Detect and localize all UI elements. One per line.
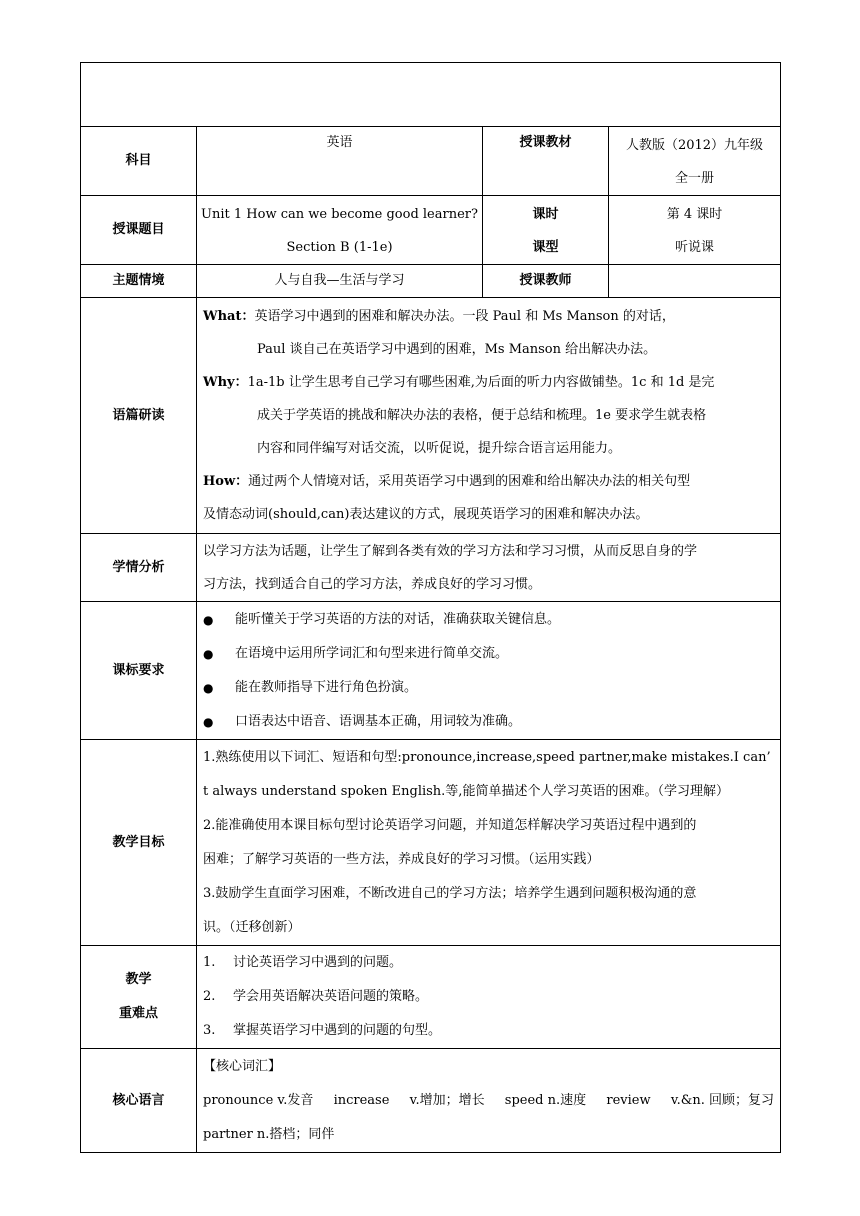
topic-row bbox=[81, 196, 781, 265]
vocab-pronounce: pronounce v.发音 bbox=[203, 1093, 314, 1108]
objectives-row bbox=[81, 740, 781, 946]
what-line-1 bbox=[203, 300, 774, 333]
period-type-labels bbox=[483, 196, 609, 265]
vocab-speed: speed n.速度 bbox=[504, 1093, 587, 1108]
standard-item-text: 能听懂关于学习英语的方法的对话，准确获取关键信息。 bbox=[235, 612, 561, 627]
standard-item bbox=[197, 705, 780, 739]
standard-item-text: 在语境中运用所学词汇和句型来进行简单交流。 bbox=[235, 646, 509, 661]
keypoints-content bbox=[197, 946, 781, 1049]
discourse-label: 语篇研读 bbox=[81, 298, 197, 534]
bullet-icon: ● bbox=[203, 681, 214, 695]
keypoint-item bbox=[197, 980, 780, 1014]
keypoint-text: 学会用英语解决英语问题的策略。 bbox=[233, 989, 429, 1004]
objective-line: 2.能准确使用本课目标句型讨论英语学习问题，并知道怎样解决学习英语过程中遇到的 bbox=[203, 818, 697, 833]
core-heading: 【核心词汇】 bbox=[203, 1059, 282, 1074]
how-text-1: 通过两个人情境对话，采用英语学习中遇到的困难和给出解决办法的相关句型 bbox=[248, 474, 691, 489]
theme-row bbox=[81, 265, 781, 298]
objective-line: 识。（迁移创新） bbox=[203, 920, 301, 935]
learner-content bbox=[197, 534, 781, 602]
textbook-value-line-2: 全一册 bbox=[674, 171, 714, 186]
vocab-line-1 bbox=[203, 1084, 774, 1118]
objective-line: 3.鼓励学生直面学习困难，不断改进自己的学习方法；培养学生遇到问题积极沟通的意 bbox=[203, 886, 697, 901]
topic-value bbox=[197, 196, 483, 265]
period-label: 课时 bbox=[532, 207, 559, 222]
standard-item-text: 能在教师指导下进行角色扮演。 bbox=[235, 680, 418, 695]
learner-row bbox=[81, 534, 781, 602]
teacher-label: 授课教师 bbox=[483, 265, 609, 298]
subject-value: 英语 bbox=[197, 127, 483, 196]
topic-value-line-2: Section B (1-1e) bbox=[286, 240, 393, 255]
what-line-2: Paul 谈自己在英语学习中遇到的困难，Ms Manson 给出解决办法。 bbox=[257, 342, 657, 357]
standards-row bbox=[81, 602, 781, 740]
what-key: What： bbox=[203, 309, 255, 324]
discourse-content bbox=[197, 298, 781, 534]
vocab-increase-meaning: v.增加；增长 bbox=[409, 1093, 485, 1108]
vocab-line-2: partner n.搭档；同伴 bbox=[203, 1127, 335, 1142]
period-value: 第 4 课时 bbox=[666, 207, 723, 222]
objective-line: t always understand spoken English.等,能简单描述个人学习英语的困难。（学习理解） bbox=[203, 784, 729, 799]
lesson-plan-table bbox=[80, 62, 781, 1153]
theme-value: 人与自我—生活与学习 bbox=[197, 265, 483, 298]
core-content bbox=[197, 1049, 781, 1153]
objectives-content bbox=[197, 740, 781, 946]
lesson-plan-document bbox=[80, 62, 780, 1153]
keypoints-label-line-1: 教学 bbox=[125, 972, 152, 987]
textbook-value bbox=[609, 127, 781, 196]
vocab-review-meaning: v.&n. 回顾；复习 bbox=[670, 1093, 774, 1108]
type-label: 课型 bbox=[532, 240, 559, 255]
theme-label: 主题情境 bbox=[81, 265, 197, 298]
type-value: 听说课 bbox=[674, 240, 714, 255]
bullet-icon: ● bbox=[203, 647, 214, 661]
keypoint-text: 讨论英语学习中遇到的问题。 bbox=[233, 955, 403, 970]
topic-label: 授课题目 bbox=[81, 196, 197, 265]
keypoint-text: 掌握英语学习中遇到的问题的句型。 bbox=[233, 1023, 442, 1038]
textbook-label: 授课教材 bbox=[483, 127, 609, 196]
standard-item bbox=[197, 671, 780, 705]
standards-content bbox=[197, 602, 781, 740]
keypoint-item bbox=[197, 946, 780, 980]
learner-label: 学情分析 bbox=[81, 534, 197, 602]
why-line-2: 成关于学英语的挑战和解决办法的表格，便于总结和梳理。1e 要求学生就表格 bbox=[257, 408, 707, 423]
what-text-1: 英语学习中遇到的困难和解决办法。一段 Paul 和 Ms Manson 的对话， bbox=[254, 309, 675, 324]
blank-header-row bbox=[81, 63, 781, 127]
bullet-icon: ● bbox=[203, 715, 214, 729]
keypoints-label bbox=[81, 946, 197, 1049]
learner-line-1: 以学习方法为话题，让学生了解到各类有效的学习方法和学习习惯，从而反思自身的学 bbox=[203, 544, 698, 559]
period-type-values bbox=[609, 196, 781, 265]
keypoint-number: 2. bbox=[203, 989, 216, 1004]
standard-item-text: 口语表达中语音、语调基本正确，用词较为准确。 bbox=[235, 714, 522, 729]
objectives-label: 教学目标 bbox=[81, 740, 197, 946]
how-key: How： bbox=[203, 474, 249, 489]
keypoint-number: 3. bbox=[203, 1023, 216, 1038]
vocab-increase: increase bbox=[333, 1093, 390, 1108]
topic-value-line-1: Unit 1 How can we become good learner? bbox=[201, 207, 478, 222]
why-line-1 bbox=[203, 366, 774, 399]
keypoints-label-line-2: 重难点 bbox=[118, 1006, 158, 1021]
subject-label: 科目 bbox=[81, 127, 197, 196]
keypoint-number: 1. bbox=[203, 955, 216, 970]
why-text-1: 1a-1b 让学生思考自己学习有哪些困难,为后面的听力内容做铺垫。1c 和 1d 是完 bbox=[247, 375, 715, 390]
learner-line-2: 习方法，找到适合自己的学习方法，养成良好的学习习惯。 bbox=[203, 577, 542, 592]
standard-item bbox=[197, 603, 780, 637]
teacher-value bbox=[609, 265, 781, 298]
standard-item bbox=[197, 637, 780, 671]
textbook-value-line-1: 人教版（2012）九年级 bbox=[625, 138, 764, 153]
vocab-review: review bbox=[606, 1093, 651, 1108]
standards-label: 课标要求 bbox=[81, 602, 197, 740]
discourse-row bbox=[81, 298, 781, 534]
keypoints-row bbox=[81, 946, 781, 1049]
objective-line: 困难；了解学习英语的一些方法，养成良好的学习习惯。（运用实践） bbox=[203, 852, 600, 867]
bullet-icon: ● bbox=[203, 613, 214, 627]
how-line-1 bbox=[203, 465, 774, 498]
core-label: 核心语言 bbox=[81, 1049, 197, 1153]
objective-line: 1.熟练使用以下词汇、短语和句型:pronounce,increase,speed partner,make mistakes.I can’ bbox=[203, 750, 771, 765]
keypoint-item bbox=[197, 1014, 780, 1048]
subject-row bbox=[81, 127, 781, 196]
blank-header-cell bbox=[81, 63, 781, 127]
core-row bbox=[81, 1049, 781, 1153]
how-line-2: 及情态动词(should,can)表达建议的方式，展现英语学习的困难和解决办法。 bbox=[203, 507, 649, 522]
why-key: Why： bbox=[203, 375, 248, 390]
why-line-3: 内容和同伴编写对话交流，以听促说，提升综合语言运用能力。 bbox=[257, 441, 622, 456]
